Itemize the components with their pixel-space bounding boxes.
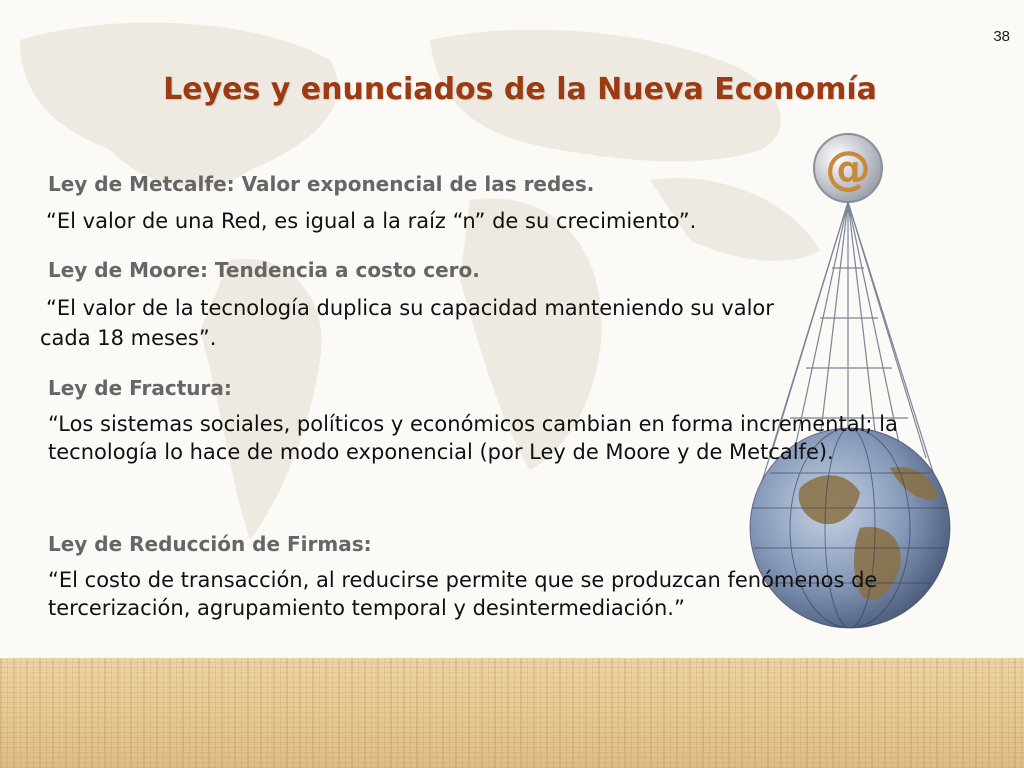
law-heading-metcalfe: Ley de Metcalfe: Valor exponencial de las redes. — [48, 172, 595, 196]
law-heading-fractura: Ley de Fractura: — [48, 376, 232, 400]
law-text-fractura: “Los sistemas sociales, políticos y económicos cambian en forma incremental; la tecnología lo hace de modo exponencial (por Ley de Moore y de Metcalfe). — [48, 412, 898, 464]
slide-number: 38 — [993, 28, 1010, 45]
law-heading-moore: Ley de Moore: Tendencia a costo cero. — [48, 258, 480, 282]
svg-text:@: @ — [825, 141, 871, 195]
law-text-moore-line2: cada 18 meses”. — [40, 326, 217, 350]
law-heading-reduccion: Ley de Reducción de Firmas: — [48, 532, 372, 556]
bottom-decorative-band — [0, 658, 1024, 768]
law-text-moore-line1: “El valor de la tecnología duplica su capacidad manteniendo su valor — [46, 296, 774, 320]
law-text-metcalfe: “El valor de una Red, es igual a la raíz “n” de su crecimiento”. — [46, 209, 697, 233]
page-title: Leyes y enunciados de la Nueva Economía — [163, 72, 877, 107]
law-text-reduccion: “El costo de transacción, al reducirse permite que se produzcan fenómenos de tercerización, agrupamiento temporal y desintermediación.” — [48, 568, 878, 620]
